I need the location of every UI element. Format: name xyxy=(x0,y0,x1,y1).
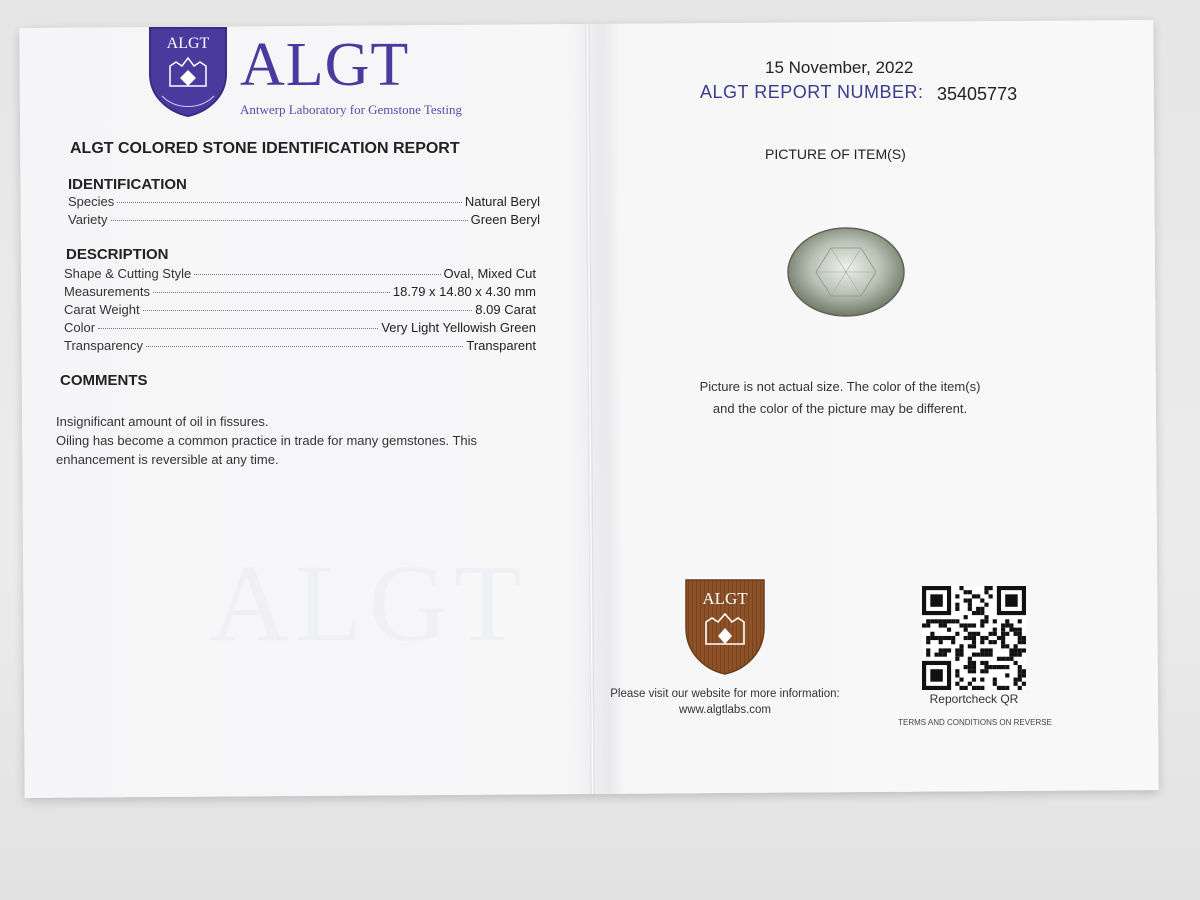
brown-shield-icon xyxy=(684,578,766,676)
disclaimer-line-1: Picture is not actual size. The color of the item(s) xyxy=(699,379,981,394)
card-fold xyxy=(585,24,594,794)
carat-label: Carat Weight xyxy=(64,302,140,317)
dot-leader xyxy=(194,274,440,275)
variety-label: Variety xyxy=(68,212,108,227)
dot-leader xyxy=(98,328,378,329)
qr-code-icon[interactable] xyxy=(922,586,1026,690)
report-number: 35405773 xyxy=(937,84,1018,104)
brand-name: ALGT xyxy=(240,31,410,99)
shape-value: Oval, Mixed Cut xyxy=(443,266,536,281)
species-value: Natural Beryl xyxy=(464,194,540,209)
transparency-row xyxy=(64,338,536,353)
brand-subtitle: Antwerp Laboratory for Gemstone Testing xyxy=(240,102,462,117)
terms-notice: TERMS AND CONDITIONS ON REVERSE xyxy=(898,718,1052,727)
report-date: 15 November, 2022 xyxy=(765,58,914,77)
dot-leader xyxy=(146,346,463,347)
visit-line-1: Please visit our website for more information: xyxy=(610,688,840,700)
disclaimer-line-2: and the color of the picture may be different. xyxy=(712,401,968,416)
transparency-value: Transparent xyxy=(466,338,536,353)
variety-value: Green Beryl xyxy=(470,212,540,227)
report-title: ALGT COLORED STONE IDENTIFICATION REPORT xyxy=(70,140,460,157)
transparency-label: Transparency xyxy=(64,338,143,353)
carat-value: 8.09 Carat xyxy=(475,302,536,317)
color-label: Color xyxy=(64,320,96,335)
identification-heading: IDENTIFICATION xyxy=(68,176,187,193)
watermark-logo: ALGT xyxy=(210,542,528,664)
dot-leader xyxy=(111,220,468,221)
brand-logo xyxy=(148,26,478,122)
color-value: Very Light Yellowish Green xyxy=(381,320,536,335)
dot-leader xyxy=(143,310,473,311)
picture-title: PICTURE OF ITEM(S) xyxy=(765,146,906,162)
shape-label: Shape & Cutting Style xyxy=(64,266,192,281)
comment-line-1: Insignificant amount of oil in fissures. xyxy=(56,414,269,429)
carat-row xyxy=(64,302,536,317)
gemstone-photo xyxy=(786,226,906,318)
report-number-label: ALGT REPORT NUMBER: xyxy=(700,82,924,102)
measurements-value: 18.79 x 14.80 x 4.30 mm xyxy=(392,284,536,299)
qr-label: Reportcheck QR xyxy=(929,692,1019,706)
species-row xyxy=(68,194,540,209)
dot-leader xyxy=(117,202,462,203)
seal-text: ALGT xyxy=(702,589,748,608)
species-label: Species xyxy=(68,194,115,209)
comments-heading: COMMENTS xyxy=(60,372,148,389)
comment-line-2: Oiling has become a common practice in trade for many gemstones. This enhancement is reversible at any time. xyxy=(56,433,478,467)
measurements-row xyxy=(64,284,536,299)
variety-row xyxy=(68,212,540,227)
color-row xyxy=(64,320,536,335)
purple-shield-icon xyxy=(148,26,228,118)
website-info xyxy=(590,686,860,718)
dot-leader xyxy=(153,292,390,293)
website-link[interactable]: www.algtlabs.com xyxy=(678,704,772,716)
description-heading: DESCRIPTION xyxy=(66,246,169,263)
measurements-label: Measurements xyxy=(64,284,150,299)
picture-disclaimer xyxy=(640,376,1040,420)
svg-text:ALGT: ALGT xyxy=(166,35,210,52)
shape-row xyxy=(64,266,536,281)
